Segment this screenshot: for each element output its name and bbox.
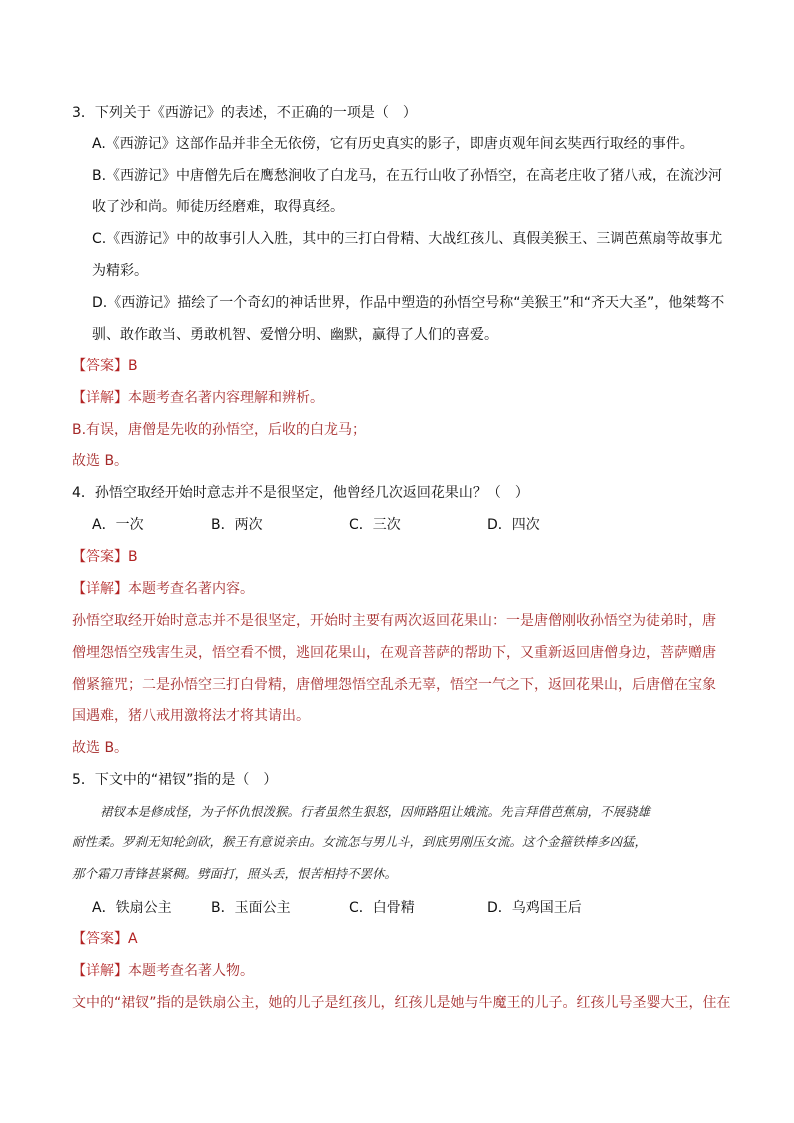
passage-line: 耐性柔。罗刹无知轮剑砍，猴王有意说亲由。女流怎与男儿斗，到底男刚压女流。这个金箍铁棒多凶猛，	[72, 834, 648, 849]
q5-detail	[72, 961, 254, 981]
detail-tag: 【详解】	[72, 390, 128, 406]
answer-tag: 【答案】	[72, 931, 128, 947]
q3-conclusion: 故选 B。	[72, 453, 129, 469]
answer-value: B	[128, 549, 138, 565]
q3-option-b-line2: 收了沙和尚。师徒历经磨难，取得真经。	[92, 199, 344, 215]
passage-line: 裙钗本是修成怪，为子怀仇恨泼猴。行者虽然生狠怒，因师路阻让娥流。先言拜借芭蕉扇，不展骁雄	[100, 804, 651, 819]
q4-detail	[72, 579, 254, 599]
q4-option-c: C．三次	[349, 517, 401, 533]
q5-answer	[72, 929, 138, 949]
q3-option-d-line2: 驯、敢作敢当、勇敢机智、爱憎分明、幽默，赢得了人们的喜爱。	[92, 327, 498, 343]
answer-value: B	[128, 358, 138, 374]
detail-text: 本题考查名著人物。	[128, 963, 254, 979]
q3-option-d-line1: D.《西游记》描绘了一个奇幻的神话世界，作品中塑造的孙悟空号称“美猴王”和“齐天大圣”，他桀骜不	[92, 295, 725, 311]
answer-tag: 【答案】	[72, 358, 128, 374]
q5-passage	[72, 800, 722, 890]
q5-option-b: B．玉面公主	[211, 900, 291, 916]
q3-answer	[72, 356, 138, 376]
q4-option-a: A．一次	[92, 517, 144, 533]
q5-stem: 5．下文中的“裙钗”指的是（ ）	[72, 772, 278, 788]
q4-explanation-line3: 僧紧箍咒；二是孙悟空三打白骨精，唐僧埋怨悟空乱杀无辜，悟空一气之下，返回花果山，后唐僧在宝象	[72, 677, 716, 693]
q3-explanation: B.有误，唐僧是先收的孙悟空，后收的白龙马；	[72, 422, 367, 438]
q3-option-b-line1: B.《西游记》中唐僧先后在鹰愁涧收了白龙马，在五行山收了孙悟空，在高老庄收了猪八戒，在流沙河	[92, 168, 723, 184]
q4-explanation-line1: 孙悟空取经开始时意志并不是很坚定，开始时主要有两次返回花果山：一是唐僧刚收孙悟空为徒弟时，唐	[72, 613, 716, 629]
q3-option-c-line2: 为精彩。	[92, 263, 148, 279]
answer-value: A	[128, 931, 138, 947]
q4-stem: 4．孙悟空取经开始时意志并不是很坚定，他曾经几次返回花果山？（ ）	[72, 485, 529, 501]
q4-option-d: D．四次	[487, 517, 540, 533]
detail-text: 本题考查名著内容。	[128, 581, 254, 597]
q5-option-a: A．铁扇公主	[92, 900, 172, 916]
q4-explanation-line4: 国遇难，猪八戒用激将法才将其请出。	[72, 708, 310, 724]
detail-text: 本题考查名著内容理解和辨析。	[128, 390, 324, 406]
q5-option-c: C．白骨精	[349, 900, 415, 916]
q4-conclusion: 故选 B。	[72, 740, 129, 756]
q4-option-b: B．两次	[211, 517, 263, 533]
passage-line: 那个霜刀青锋甚紧稠。劈面打，照头丢，恨苦相持不罢休。	[72, 866, 398, 881]
q4-explanation-line2: 僧埋怨悟空残害生灵，悟空看不惯，逃回花果山，在观音菩萨的帮助下，又重新返回唐僧身边，菩萨赠唐	[72, 645, 716, 661]
q3-option-a: A.《西游记》这部作品并非全无依傍，它有历史真实的影子，即唐贞观年间玄奘西行取经的事件。	[92, 136, 694, 152]
detail-tag: 【详解】	[72, 581, 128, 597]
q5-option-d: D．乌鸡国王后	[487, 900, 582, 916]
q5-explanation-line1: 文中的“裙钗”指的是铁扇公主，她的儿子是红孩儿，红孩儿是她与牛魔王的儿子。红孩儿号圣婴大王，住在	[72, 995, 731, 1011]
q3-stem: 3．下列关于《西游记》的表述，不正确的一项是（ ）	[72, 105, 417, 121]
answer-tag: 【答案】	[72, 549, 128, 565]
q3-option-c-line1: C.《西游记》中的故事引人入胜，其中的三打白骨精、大战红孩儿、真假美猴王、三调芭蕉扇等故事尤	[92, 231, 723, 247]
detail-tag: 【详解】	[72, 963, 128, 979]
q4-answer	[72, 547, 138, 567]
q3-detail	[72, 388, 324, 408]
